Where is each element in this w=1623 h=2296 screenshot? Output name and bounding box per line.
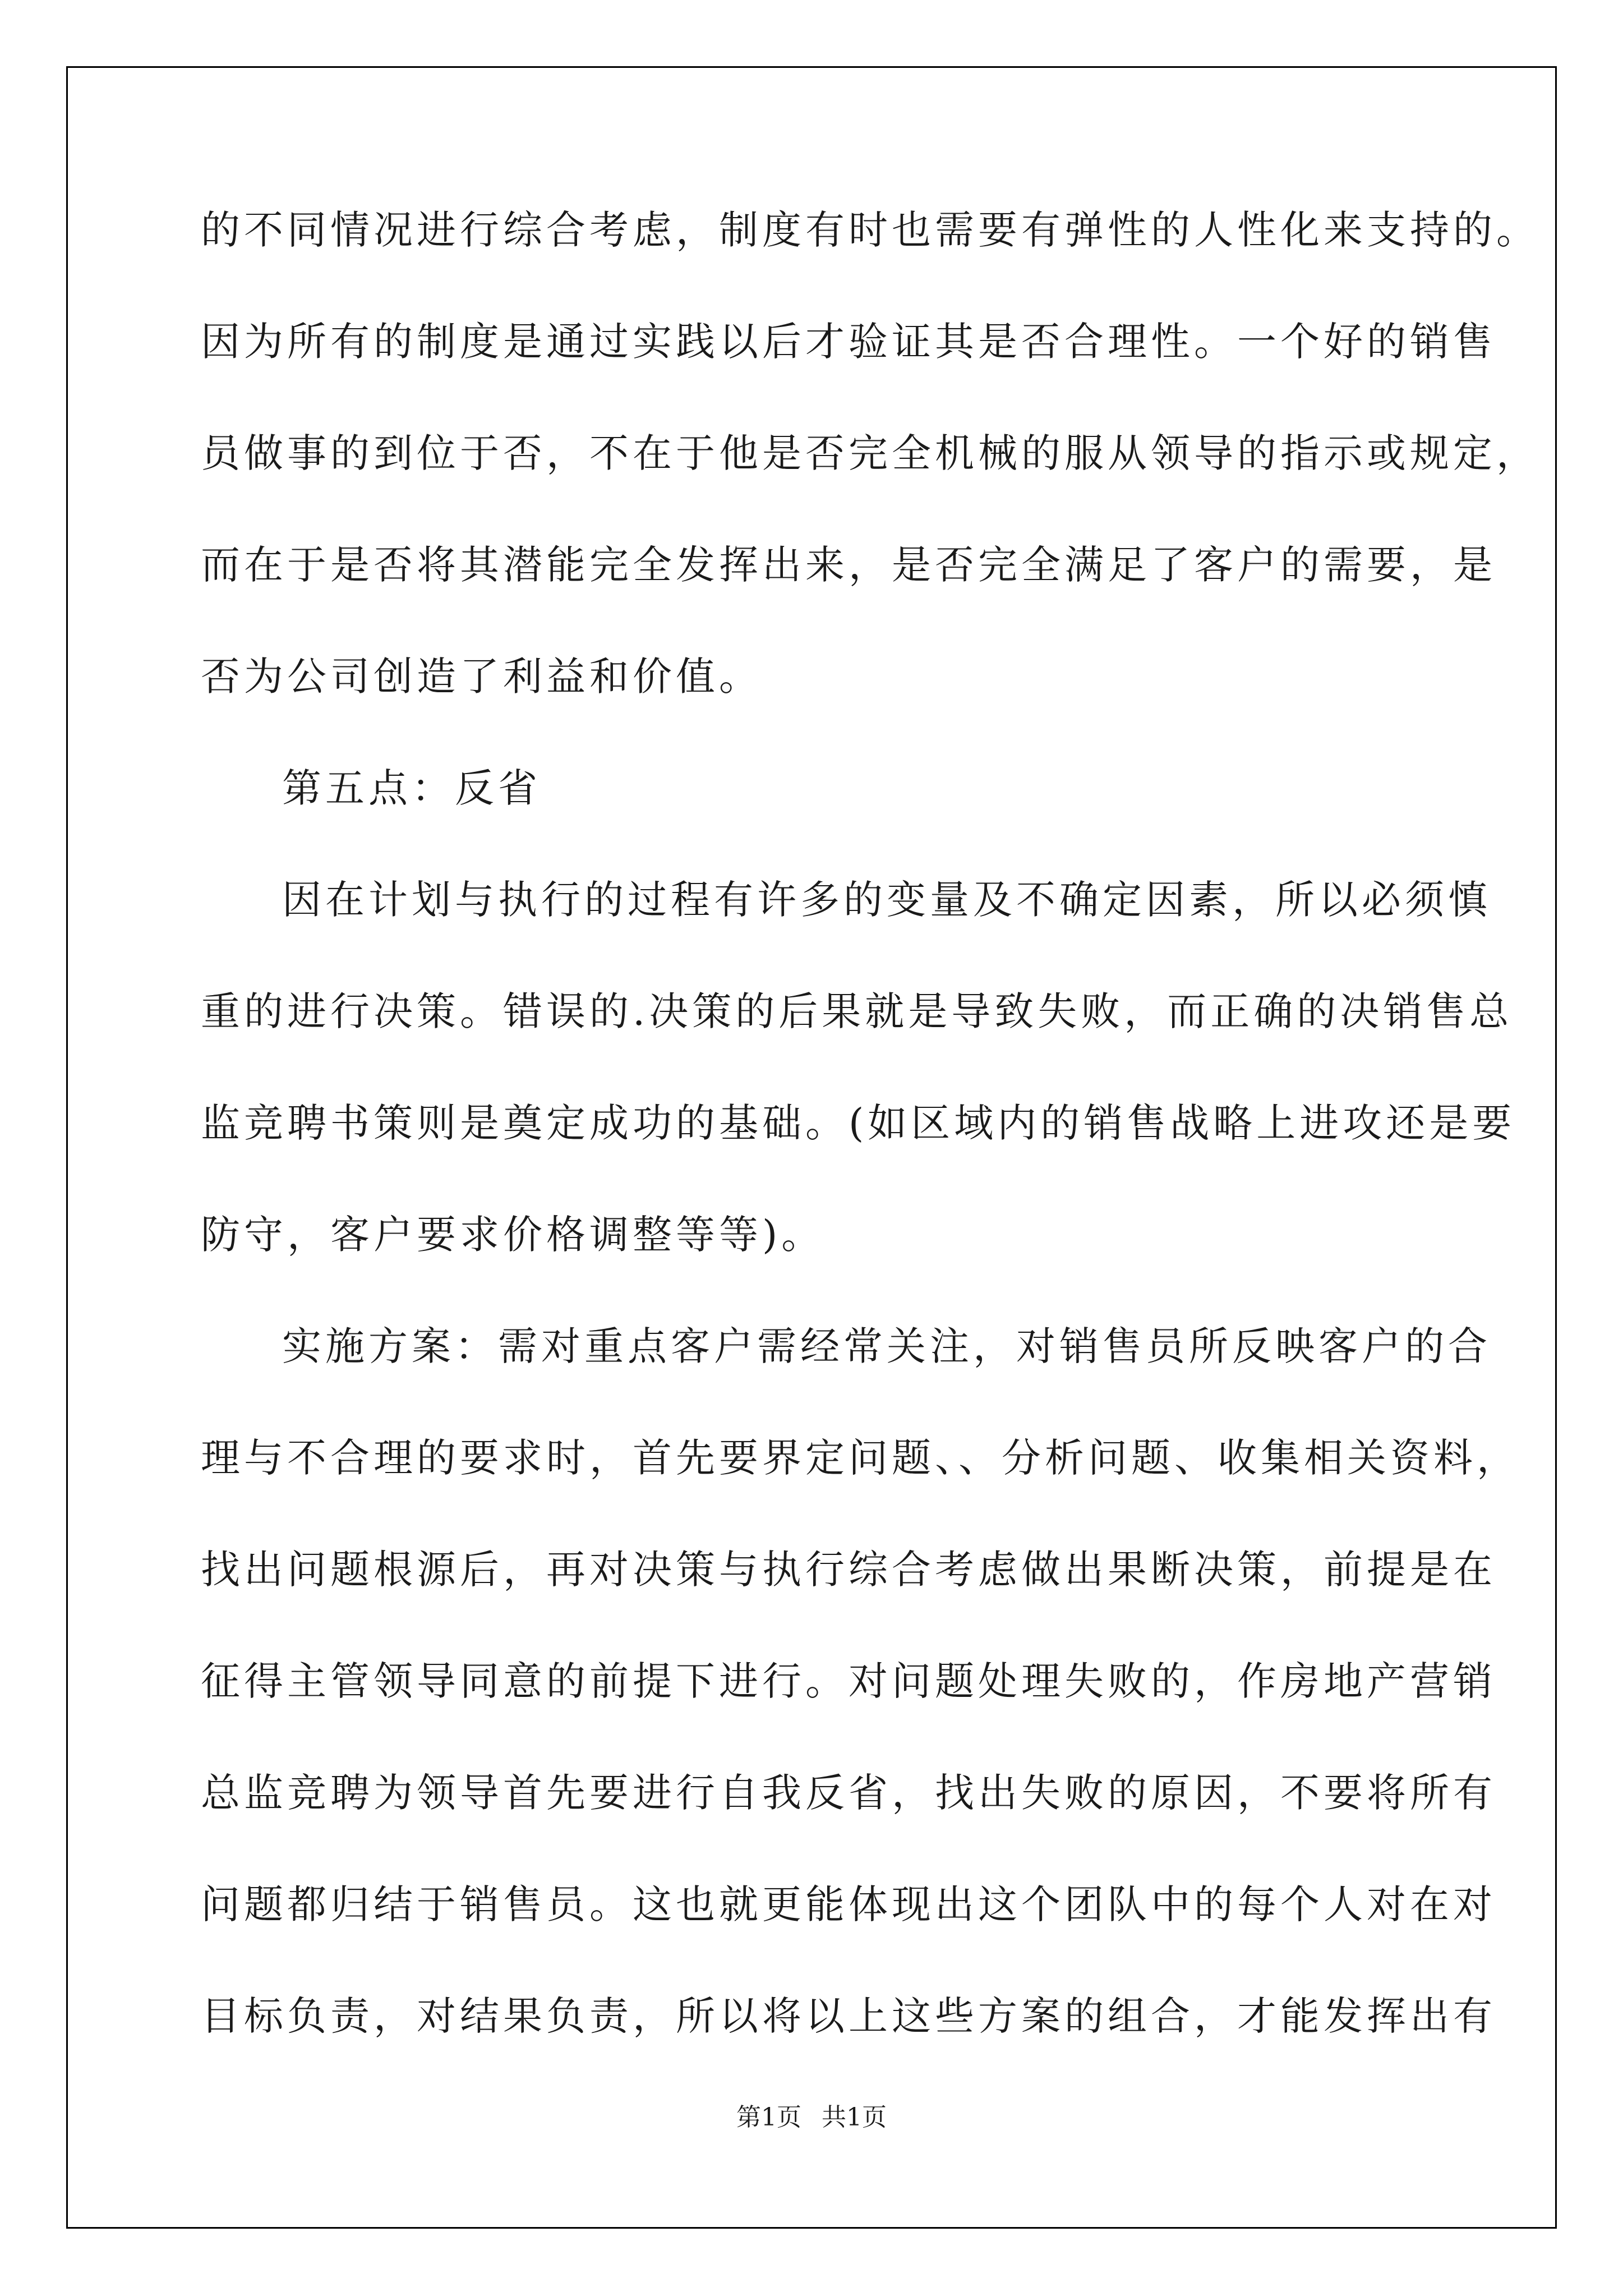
text-line-12: 理与不合理的要求时，首先要界定问题、、分析问题、收集相关资料， (201, 1435, 1520, 1481)
text-line-4: 而在于是否将其潜能完全发挥出来，是否完全满足了客户的需要，是 (201, 542, 1496, 588)
text-line-8: 重的进行决策。错误的.决策的后果就是导致失败，而正确的决销售总 (201, 988, 1513, 1034)
text-line-13: 找出问题根源后，再对决策与执行综合考虑做出果断决策，前提是在 (201, 1547, 1496, 1593)
text-line-14: 征得主管领导同意的前提下进行。对问题处理失败的，作房地产营销 (201, 1658, 1496, 1704)
text-line-9: 监竞聘书策则是奠定成功的基础。(如区域内的销售战略上进攻还是要 (201, 1100, 1516, 1146)
text-line-7: 因在计划与执行的过程有许多的变量及不确定因素，所以必须慎 (282, 877, 1491, 923)
page-total: 共1页 (822, 2103, 887, 2132)
text-line-10: 防守，客户要求价格调整等等)。 (201, 1212, 825, 1258)
document-body (201, 207, 1539, 2108)
section-heading: 第五点：反省 (282, 765, 541, 811)
page-number: 第1页 (736, 2103, 801, 2132)
text-line-2: 因为所有的制度是通过实践以后才验证其是否合理性。一个好的销售 (201, 319, 1496, 365)
page-footer (0, 2104, 1623, 2132)
text-line-15: 总监竞聘为领导首先要进行自我反省，找出失败的原因，不要将所有 (201, 1770, 1496, 1816)
text-line-17: 目标负责，对结果负责，所以将以上这些方案的组合，才能发挥出有 (201, 1993, 1496, 2039)
text-line-3: 员做事的到位于否，不在于他是否完全机械的服从领导的指示或规定， (201, 430, 1539, 476)
text-line-1: 的不同情况进行综合考虑，制度有时也需要有弹性的人性化来支持的。 (201, 207, 1539, 253)
text-line-11: 实施方案：需对重点客户需经常关注，对销售员所反映客户的合 (282, 1323, 1491, 1369)
text-line-16: 问题都归结于销售员。这也就更能体现出这个团队中的每个人对在对 (201, 1881, 1496, 1927)
text-line-5: 否为公司创造了利益和价值。 (201, 654, 762, 700)
